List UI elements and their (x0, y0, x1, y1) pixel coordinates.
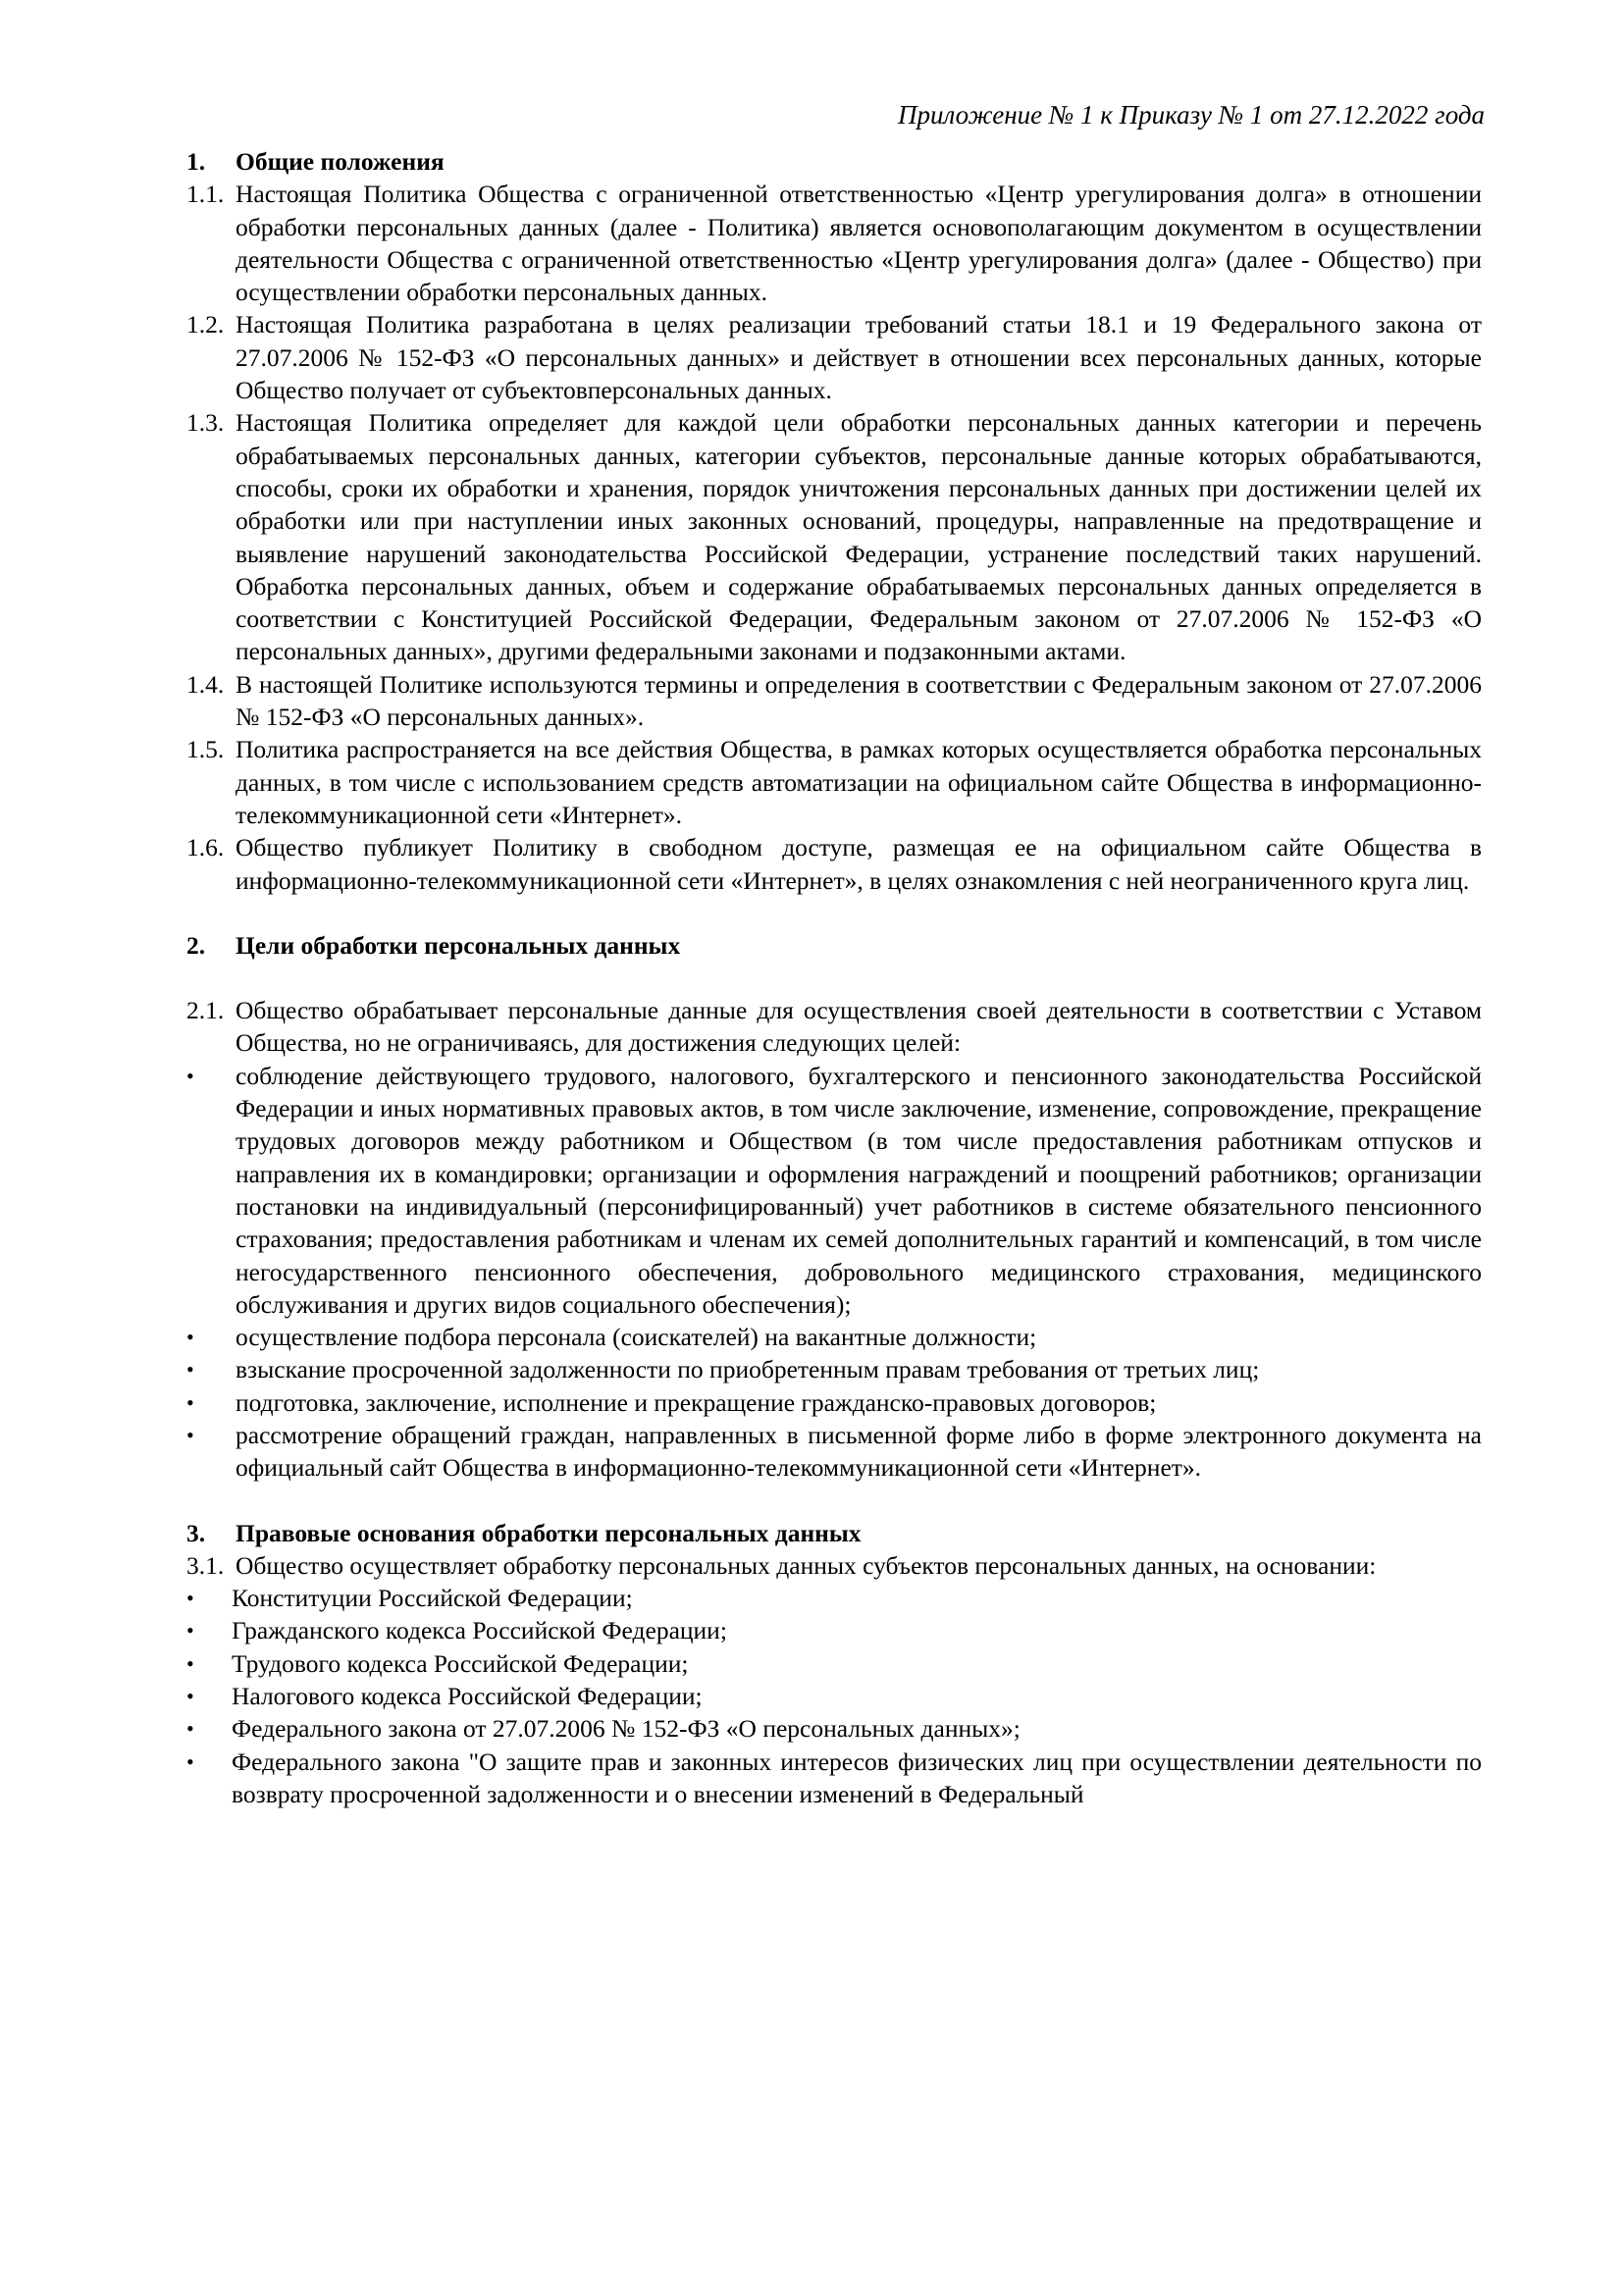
clause-number: 1.3. (186, 408, 225, 438)
clause-number: 1.5. (186, 735, 225, 764)
spacer (186, 897, 1482, 929)
list-item-text: Федерального закона от 27.07.2006 № 152-ФЗ «О персональных данных»; (232, 1714, 1021, 1744)
clause-number: 1.6. (186, 833, 225, 862)
legal-basis-list-item (186, 1712, 1482, 1745)
clause-1-4 (186, 668, 1482, 734)
bullet-icon: • (186, 1422, 194, 1447)
legal-basis-list-item (186, 1746, 1482, 1811)
bullet-icon: • (186, 1063, 194, 1088)
list-item-text: Гражданского кодекса Российской Федерации; (232, 1616, 727, 1645)
clause-text: Общество публикует Политику в свободном доступе, размещая ее на официальном сайте Общества в информационно-телекоммуникационной сети «Интернет», в целях ознакомления с ней неограниченного круга лиц. (236, 833, 1482, 895)
list-item-text: Налогового кодекса Российской Федерации; (232, 1682, 703, 1711)
section-1-heading (186, 145, 1482, 178)
purpose-list-item (186, 1419, 1482, 1485)
list-item-text: Конституции Российской Федерации; (232, 1584, 633, 1613)
list-item-text: осуществление подбора персонала (соискателей) на вакантные должности; (236, 1323, 1037, 1352)
clause-number: 1.2. (186, 310, 225, 339)
section-number: 1. (186, 147, 206, 176)
list-item-text: подготовка, заключение, исполнение и прекращение гражданско-правовых договоров; (236, 1387, 1157, 1417)
list-item-text: Трудового кодекса Российской Федерации; (232, 1648, 689, 1678)
clause-1-3 (186, 406, 1482, 667)
list-item-text: рассмотрение обращений граждан, направленных в письменной форме либо в форме электронного документа на официальный сайт Общества в информационно-телекоммуникационной сети «Интернет». (236, 1420, 1482, 1483)
clause-number: 3.1. (186, 1550, 225, 1580)
section-title: Цели обработки персональных данных (236, 930, 681, 960)
clause-number: 1.4. (186, 669, 225, 699)
legal-basis-list-item (186, 1680, 1482, 1712)
clause-1-2 (186, 308, 1482, 406)
purpose-list-item (186, 1321, 1482, 1353)
bullet-icon: • (186, 1748, 194, 1774)
bullet-icon: • (186, 1389, 194, 1415)
purpose-list-item (186, 1386, 1482, 1419)
clause-text: В настоящей Политике используются термины и определения в соответствии с Федеральным законом от 27.07.2006 № 152-ФЗ «О персональных данных». (236, 669, 1482, 732)
list-item-text: взыскание просроченной задолженности по приобретенным правам требования от третьих лиц; (236, 1355, 1260, 1384)
document-header-annex-reference: Приложение № 1 к Приказу № 1 от 27.12.2022 года (898, 100, 1485, 130)
section-2-heading (186, 929, 1482, 962)
section-number: 2. (186, 930, 206, 960)
purpose-list-item (186, 1353, 1482, 1385)
section-title: Правовые основания обработки персональных данных (236, 1518, 862, 1547)
purpose-list-item (186, 1060, 1482, 1321)
section-number: 3. (186, 1518, 206, 1547)
spacer (186, 962, 1482, 994)
list-item-text: соблюдение действующего трудового, налогового, бухгалтерского и пенсионного законодательства Российской Федерации и иных нормативных правовых актов, в том числе заключение, изменение, сопровождение, прекращение трудовых договоров между работником и Обществом (в том числе предоставления работникам отпусков и направления их в командировки; организации и оформления награждений и поощрений работников; организации постановки на индивидуальный (персонифицированный) учет работников в системе обязательного пенсионного страхования; предоставления работникам и членам их семей дополнительных гарантий и компенсаций, в том числе негосударственного пенсионного обеспечения, добровольного медицинского страхования, медицинского обслуживания и других видов социального обеспечения); (236, 1061, 1482, 1319)
legal-basis-list-item (186, 1647, 1482, 1680)
clause-text: Настоящая Политика разработана в целях реализации требований статьи 18.1 и 19 Федерального закона от 27.07.2006 № 152-ФЗ «О персональных данных» и действует в отношении всех персональных данных, которые Общество получает от субъектовперсональных данных. (236, 310, 1482, 405)
section-3-heading (186, 1517, 1482, 1549)
clause-text: Настоящая Политика определяет для каждой цели обработки персональных данных категории и перечень обрабатываемых персональных данных, категории субъектов, персональные данные которых обрабатываются, способы, сроки их обработки и хранения, порядок уничтожения персональных данных при достижении целей их обработки или при наступлении иных законных оснований, процедуры, направленные на предотвращение и выявление нарушений законодательства Российской Федерации, устранение последствий таких нарушений. Обработка персональных данных, объем и содержание обрабатываемых персональных данных определяется в соответствии с Конституцией Российской Федерации, Федеральным законом от 27.07.2006 № 152-ФЗ «О персональных данных», другими федеральными законами и подзаконными актами. (236, 408, 1482, 666)
clause-1-1 (186, 178, 1482, 308)
clause-3-1 (186, 1549, 1482, 1582)
bullet-icon: • (186, 1586, 194, 1611)
clause-number: 2.1. (186, 996, 225, 1025)
bullet-icon: • (186, 1716, 194, 1742)
bullet-icon: • (186, 1684, 194, 1709)
legal-basis-list-item (186, 1614, 1482, 1646)
bullet-icon: • (186, 1325, 194, 1350)
bullet-icon: • (186, 1357, 194, 1382)
bullet-icon: • (186, 1618, 194, 1643)
clause-text: Общество обрабатывает персональные данные для осуществления своей деятельности в соответствии с Уставом Общества, но не ограничиваясь, для достижения следующих целей: (236, 996, 1482, 1058)
clause-1-5 (186, 733, 1482, 831)
clause-2-1 (186, 994, 1482, 1060)
bullet-icon: • (186, 1650, 194, 1676)
document-body (186, 145, 1482, 1810)
clause-text: Настоящая Политика Общества с ограниченной ответственностью «Центр урегулирования долга» в отношении обработки персональных данных (далее - Политика) является основополагающим документом в осуществлении деятельности Общества с ограниченной ответственностью «Центр урегулирования долга» (далее - Общество) при осуществлении обработки персональных данных. (236, 180, 1482, 307)
list-item-text: Федерального закона "О защите прав и законных интересов физических лиц при осуществлении деятельности по возврату просроченной задолженности и о внесении изменений в Федеральный (232, 1747, 1482, 1808)
legal-basis-list-item (186, 1582, 1482, 1614)
spacer (186, 1485, 1482, 1517)
clause-1-6 (186, 831, 1482, 897)
section-title: Общие положения (236, 147, 445, 176)
clause-number: 1.1. (186, 180, 225, 209)
clause-text: Общество осуществляет обработку персональных данных субъектов персональных данных, на основании: (236, 1550, 1377, 1580)
clause-text: Политика распространяется на все действия Общества, в рамках которых осуществляется обработка персональных данных, в том числе с использованием средств автоматизации на официальном сайте Общества в информационно-телекоммуникационной сети «Интернет». (236, 735, 1482, 829)
